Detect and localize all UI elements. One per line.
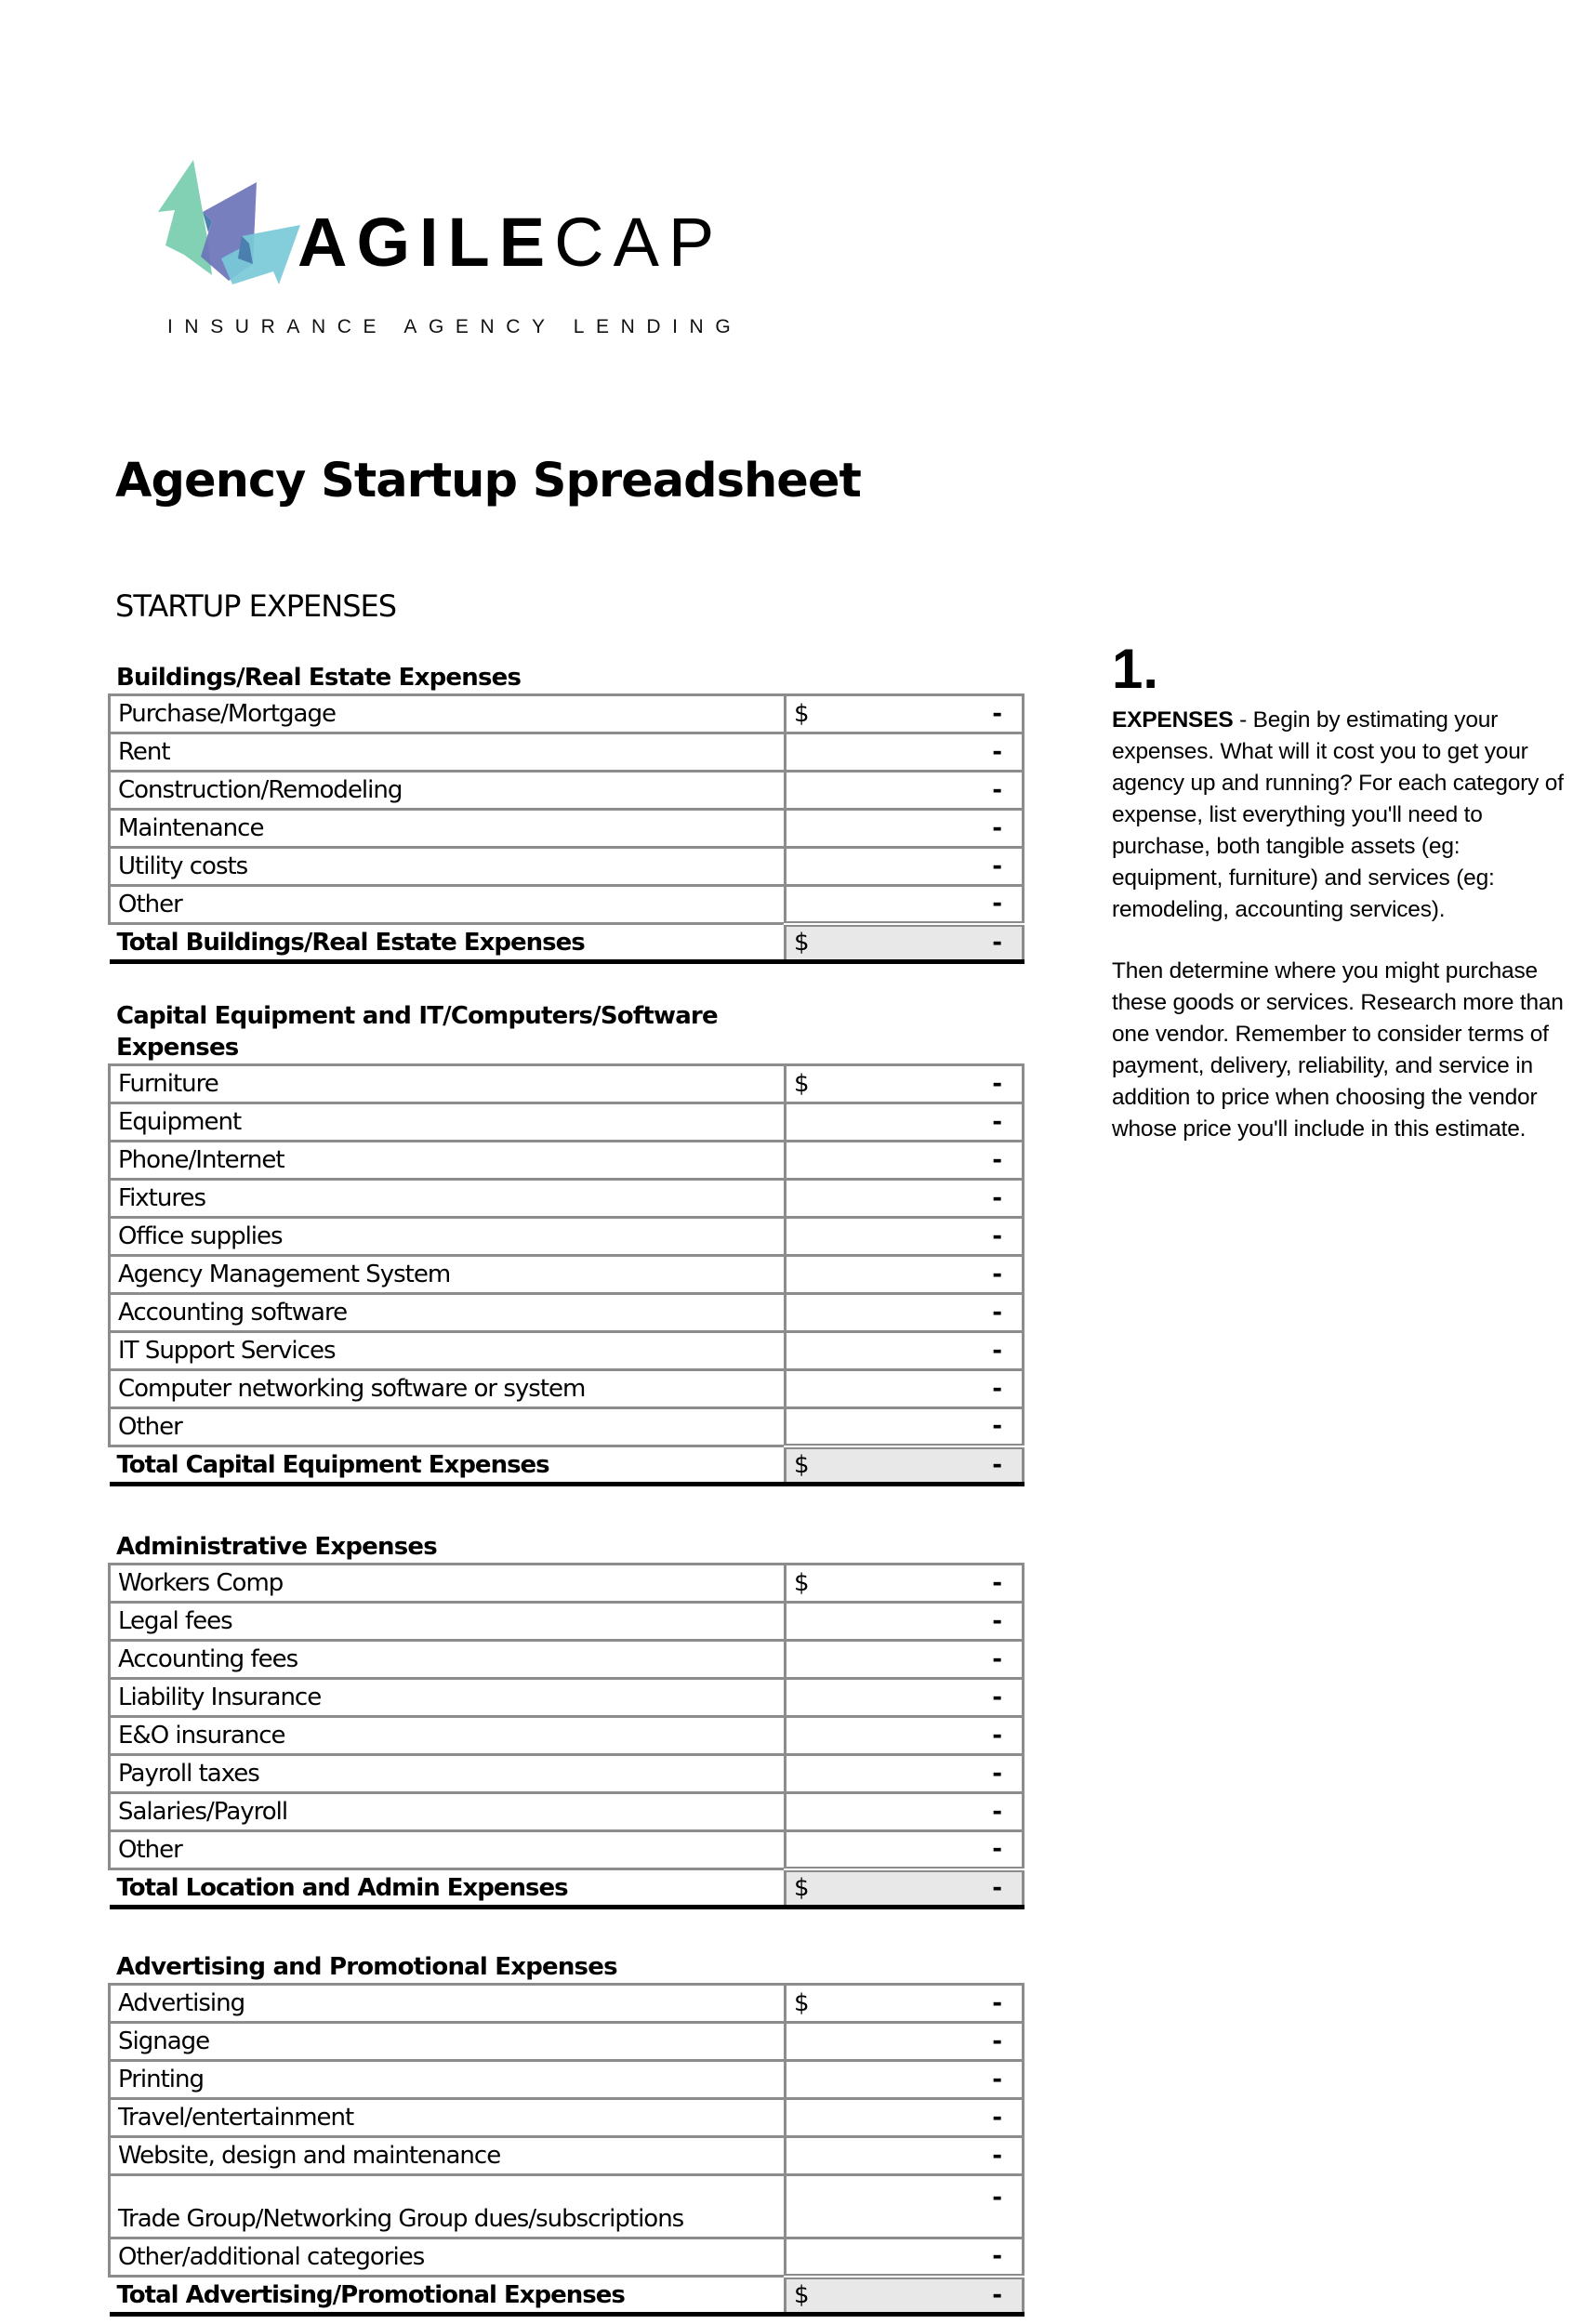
- table-row: [110, 886, 1024, 924]
- instructions-paragraph-1: [1112, 705, 1573, 926]
- currency-symbol: $: [794, 1989, 809, 2017]
- total-value-cell: [786, 2277, 1024, 2315]
- value-cell[interactable]: [786, 1985, 1024, 2023]
- value-cell[interactable]: [786, 1180, 1024, 1218]
- brand-name-light: CAP: [554, 204, 724, 281]
- value-cell[interactable]: [786, 1755, 1024, 1793]
- value-cell[interactable]: [786, 1256, 1024, 1294]
- amount: -: [992, 1299, 1001, 1327]
- row-label: Equipment: [110, 1103, 786, 1142]
- total-label: Total Buildings/Real Estate Expenses: [110, 924, 786, 962]
- row-label: Advertising: [110, 1985, 786, 2023]
- row-label: IT Support Services: [110, 1332, 786, 1370]
- table-row: [110, 1256, 1024, 1294]
- total-row: [110, 2277, 1024, 2315]
- brand-name-bold: AGILE: [297, 204, 555, 281]
- row-label: Website, design and maintenance: [110, 2137, 786, 2175]
- total-value-cell: [786, 1446, 1024, 1485]
- instructions-text: - Begin by estimating your expenses. What will it cost you to get your agency up and running? For each category of expense, list everything you'll need to purchase, both tangible assets (eg: equipment, furniture) and services (eg: remodeling, accounting services).: [1112, 707, 1564, 922]
- row-label: Payroll taxes: [110, 1755, 786, 1793]
- expense-table: [108, 1983, 1024, 2317]
- total-amount: -: [992, 2281, 1001, 2310]
- amount: -: [992, 2142, 1001, 2170]
- table-row: [110, 810, 1024, 848]
- amount: -: [992, 1222, 1001, 1250]
- expense-table: [108, 1563, 1024, 1909]
- value-cell[interactable]: [786, 1370, 1024, 1408]
- value-cell[interactable]: [786, 2099, 1024, 2137]
- row-label: Other: [110, 1408, 786, 1446]
- brand-wordmark: [297, 204, 724, 281]
- value-cell[interactable]: [786, 1603, 1024, 1641]
- table-row: [110, 1985, 1024, 2023]
- instructions-paragraph-2: Then determine where you might purchase these goods or services. Research more than one vendor. Remember to consider terms of payment, delivery, reliability, and service in addition to price when choosing the vendor whose price you'll include in this estimate.: [1112, 958, 1564, 1142]
- group-title: Administrative Expenses: [116, 1533, 437, 1561]
- amount: -: [992, 1835, 1001, 1864]
- table-row: [110, 2061, 1024, 2099]
- table-row: [110, 1641, 1024, 1679]
- total-amount: -: [992, 1451, 1001, 1480]
- value-cell[interactable]: [786, 1103, 1024, 1142]
- amount: -: [992, 1684, 1001, 1711]
- brand-tagline: INSURANCE AGENCY LENDING: [167, 316, 743, 337]
- amount: -: [992, 1645, 1001, 1673]
- value-cell[interactable]: [786, 1717, 1024, 1755]
- value-cell[interactable]: [786, 1332, 1024, 1370]
- row-label: Other: [110, 1831, 786, 1869]
- row-label: Fixtures: [110, 1180, 786, 1218]
- total-value-cell: [786, 924, 1024, 962]
- total-amount: -: [992, 929, 1001, 957]
- row-label: E&O insurance: [110, 1717, 786, 1755]
- value-cell[interactable]: [786, 733, 1024, 772]
- row-label: Accounting fees: [110, 1641, 786, 1679]
- row-label: Legal fees: [110, 1603, 786, 1641]
- currency-symbol: $: [794, 2281, 809, 2310]
- row-label: Other: [110, 886, 786, 924]
- table-row: [110, 1603, 1024, 1641]
- table-row: [110, 733, 1024, 772]
- value-cell[interactable]: [786, 2023, 1024, 2061]
- value-cell[interactable]: [786, 1142, 1024, 1180]
- row-label: Purchase/Mortgage: [110, 695, 786, 733]
- amount: -: [992, 1184, 1001, 1212]
- row-label: Travel/entertainment: [110, 2099, 786, 2137]
- value-cell[interactable]: [786, 1679, 1024, 1717]
- amount: -: [992, 700, 1001, 728]
- value-cell[interactable]: [786, 1218, 1024, 1256]
- amount: -: [992, 776, 1001, 804]
- table-row: [110, 2238, 1024, 2277]
- row-label: Other/additional categories: [110, 2238, 786, 2277]
- agilecap-logo: [156, 154, 743, 350]
- value-cell[interactable]: [786, 1793, 1024, 1831]
- table-row: [110, 1717, 1024, 1755]
- amount: -: [992, 1798, 1001, 1826]
- group-title: Buildings/Real Estate Expenses: [116, 664, 522, 692]
- row-label: Furniture: [110, 1065, 786, 1103]
- amount: -: [992, 1722, 1001, 1750]
- row-label: Liability Insurance: [110, 1679, 786, 1717]
- group-title: Capital Equipment and IT/Computers/Software Expenses: [116, 1002, 718, 1062]
- table-row: [110, 1831, 1024, 1869]
- value-cell[interactable]: [786, 2137, 1024, 2175]
- row-label: Construction/Remodeling: [110, 772, 786, 810]
- row-label: Salaries/Payroll: [110, 1793, 786, 1831]
- total-label: Total Capital Equipment Expenses: [110, 1446, 786, 1485]
- step-number: 1.: [1112, 638, 1159, 700]
- group-advertising: [108, 1951, 1022, 2317]
- amount: -: [992, 1989, 1001, 2017]
- table-row: [110, 2175, 1024, 2238]
- total-row: [110, 924, 1024, 962]
- table-row: [110, 848, 1024, 886]
- amount: -: [992, 2066, 1001, 2093]
- row-label: Signage: [110, 2023, 786, 2061]
- table-row: [110, 1065, 1024, 1103]
- amount: -: [992, 738, 1001, 766]
- value-cell[interactable]: [786, 1641, 1024, 1679]
- row-label: Rent: [110, 733, 786, 772]
- amount: -: [992, 1375, 1001, 1403]
- row-label: Printing: [110, 2061, 786, 2099]
- amount: -: [992, 1569, 1001, 1597]
- currency-symbol: $: [794, 700, 809, 728]
- page-title: Agency Startup Spreadsheet: [115, 454, 861, 508]
- table-row: [110, 1218, 1024, 1256]
- row-label: Computer networking software or system: [110, 1370, 786, 1408]
- instructions-lead: EXPENSES: [1112, 707, 1234, 733]
- value-cell[interactable]: [786, 886, 1024, 924]
- value-cell[interactable]: [786, 695, 1024, 733]
- total-row: [110, 1446, 1024, 1485]
- currency-symbol: $: [794, 929, 809, 957]
- value-cell[interactable]: [786, 848, 1024, 886]
- value-cell[interactable]: [786, 1294, 1024, 1332]
- table-row: [110, 1408, 1024, 1446]
- group-buildings: [108, 662, 1022, 964]
- row-label: Maintenance: [110, 810, 786, 848]
- arrows-logo-icon: [156, 154, 305, 294]
- table-row: [110, 2137, 1024, 2175]
- value-cell[interactable]: [786, 1831, 1024, 1869]
- table-row: [110, 2099, 1024, 2137]
- currency-symbol: $: [794, 1569, 809, 1597]
- row-label: Utility costs: [110, 848, 786, 886]
- amount: -: [992, 1108, 1001, 1136]
- amount: -: [992, 2027, 1001, 2055]
- expense-table: [108, 693, 1024, 964]
- table-row: [110, 1793, 1024, 1831]
- table-row: [110, 1679, 1024, 1717]
- amount: -: [992, 890, 1001, 918]
- amount: -: [992, 1412, 1001, 1441]
- row-label: Office supplies: [110, 1218, 786, 1256]
- instructions-panel: [1112, 638, 1573, 1145]
- amount: -: [992, 1760, 1001, 1788]
- amount: -: [992, 1261, 1001, 1288]
- amount: -: [992, 852, 1001, 880]
- total-amount: -: [992, 1874, 1001, 1903]
- currency-symbol: $: [794, 1451, 809, 1480]
- expense-table: [108, 1063, 1024, 1486]
- table-row: [110, 1370, 1024, 1408]
- value-cell[interactable]: [786, 2238, 1024, 2277]
- table-row: [110, 1103, 1024, 1142]
- value-cell[interactable]: [786, 2175, 1024, 2238]
- table-row: [110, 1180, 1024, 1218]
- group-administrative: [108, 1531, 1022, 1909]
- total-label: Total Advertising/Promotional Expenses: [110, 2277, 786, 2315]
- amount: -: [992, 1146, 1001, 1174]
- currency-symbol: $: [794, 1070, 809, 1098]
- row-label: Accounting software: [110, 1294, 786, 1332]
- amount: -: [992, 1070, 1001, 1098]
- value-cell[interactable]: [786, 2061, 1024, 2099]
- currency-symbol: $: [794, 1874, 809, 1903]
- amount: -: [992, 2242, 1001, 2271]
- table-row: [110, 1565, 1024, 1603]
- group-title: Advertising and Promotional Expenses: [116, 1953, 617, 1981]
- amount: -: [992, 2104, 1001, 2132]
- amount: -: [992, 1337, 1001, 1365]
- table-row: [110, 1294, 1024, 1332]
- table-row: [110, 2023, 1024, 2061]
- table-row: [110, 1332, 1024, 1370]
- total-row: [110, 1869, 1024, 1908]
- amount: -: [992, 814, 1001, 842]
- table-row: [110, 1142, 1024, 1180]
- row-label: Phone/Internet: [110, 1142, 786, 1180]
- amount: -: [992, 2184, 1001, 2212]
- row-label: Trade Group/Networking Group dues/subscriptions: [110, 2175, 786, 2238]
- value-cell[interactable]: [786, 1565, 1024, 1603]
- table-row: [110, 772, 1024, 810]
- amount: -: [992, 1607, 1001, 1635]
- value-cell[interactable]: [786, 1408, 1024, 1446]
- table-row: [110, 1755, 1024, 1793]
- value-cell[interactable]: [786, 810, 1024, 848]
- value-cell[interactable]: [786, 772, 1024, 810]
- value-cell[interactable]: [786, 1065, 1024, 1103]
- row-label: Workers Comp: [110, 1565, 786, 1603]
- total-value-cell: [786, 1869, 1024, 1908]
- group-capital-equipment: [108, 1000, 1022, 1486]
- table-row: [110, 695, 1024, 733]
- total-label: Total Location and Admin Expenses: [110, 1869, 786, 1908]
- section-title: STARTUP EXPENSES: [115, 588, 397, 624]
- row-label: Agency Management System: [110, 1256, 786, 1294]
